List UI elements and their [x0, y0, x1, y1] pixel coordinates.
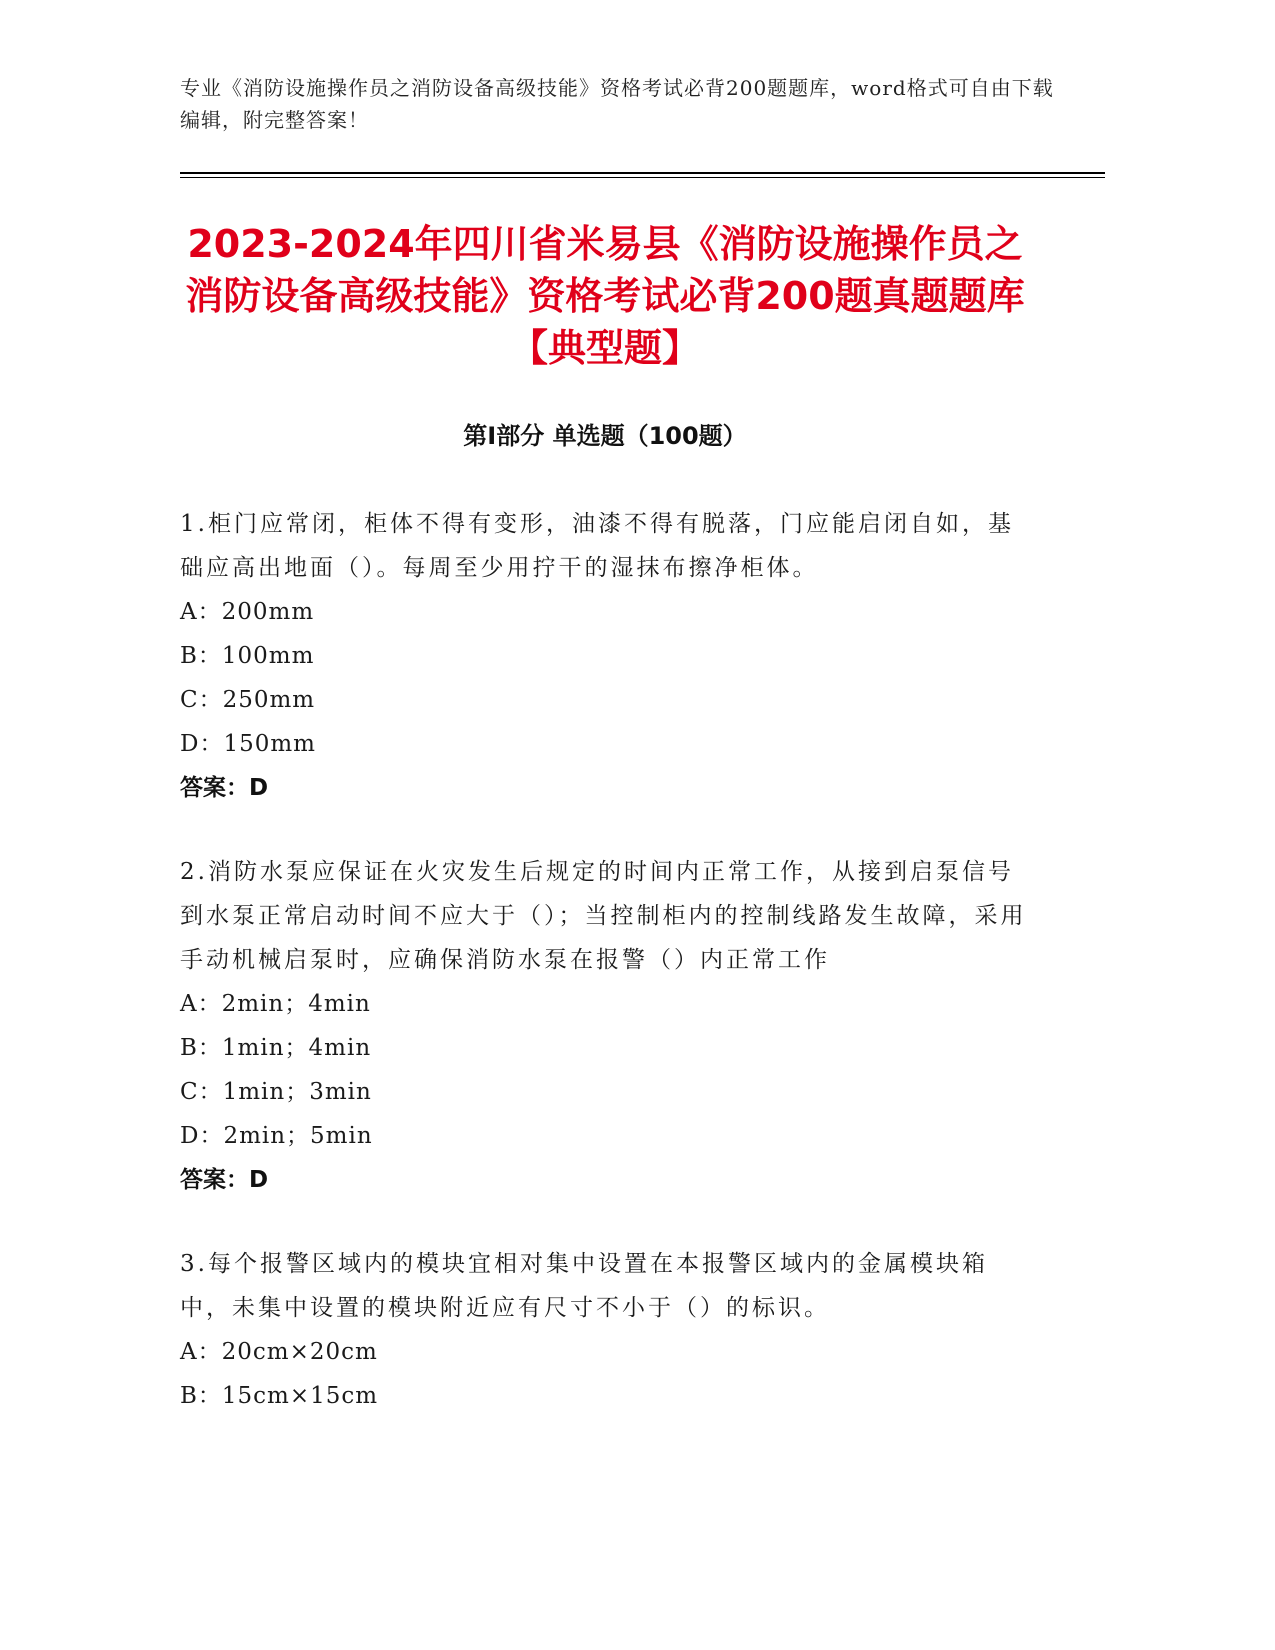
question-2 [180, 850, 1030, 1202]
option-c: C：1min；3min [180, 1079, 372, 1105]
option-b: B：15cm×15cm [180, 1383, 379, 1409]
question-stem: 2.消防水泵应保证在火灾发生后规定的时间内正常工作，从接到启泵信号到水泵正常启动时间不应大于（）；当控制柜内的控制线路发生故障，采用手动机械启泵时，应确保消防水泵在报警（）内正常工作 [180, 859, 1027, 973]
header-divider-thick [180, 172, 1105, 174]
header-note: 专业《消防设施操作员之消防设备高级技能》资格考试必背200题题库，word格式可自由下载编辑，附完整答案！ [180, 76, 1054, 132]
option-a: A：20cm×20cm [180, 1339, 378, 1365]
header-divider-thin [180, 177, 1105, 178]
question-1 [180, 502, 1030, 810]
option-d: D：2min；5min [180, 1123, 373, 1149]
question-3 [180, 1242, 1030, 1418]
option-a: A：2min；4min [180, 991, 371, 1017]
question-stem: 3.每个报警区域内的模块宜相对集中设置在本报警区域内的金属模块箱中，未集中设置的模块附近应有尺寸不小于（）的标识。 [180, 1251, 988, 1321]
option-a: A：200mm [180, 599, 315, 625]
document-title: 2023-2024年四川省米易县《消防设施操作员之消防设备高级技能》资格考试必背200题真题题库【典型题】 [185, 222, 1025, 370]
option-b: B：100mm [180, 643, 315, 669]
option-d: D：150mm [180, 731, 316, 757]
answer: 答案：D [180, 1167, 269, 1193]
question-stem: 1.柜门应常闭，柜体不得有变形，油漆不得有脱落，门应能启闭自如，基础应高出地面（）。每周至少用拧干的湿抹布擦净柜体。 [180, 511, 1014, 581]
section-title: 第I部分 单选题（100题） [463, 422, 747, 450]
option-b: B：1min；4min [180, 1035, 372, 1061]
option-c: C：250mm [180, 687, 316, 713]
answer: 答案：D [180, 775, 269, 801]
